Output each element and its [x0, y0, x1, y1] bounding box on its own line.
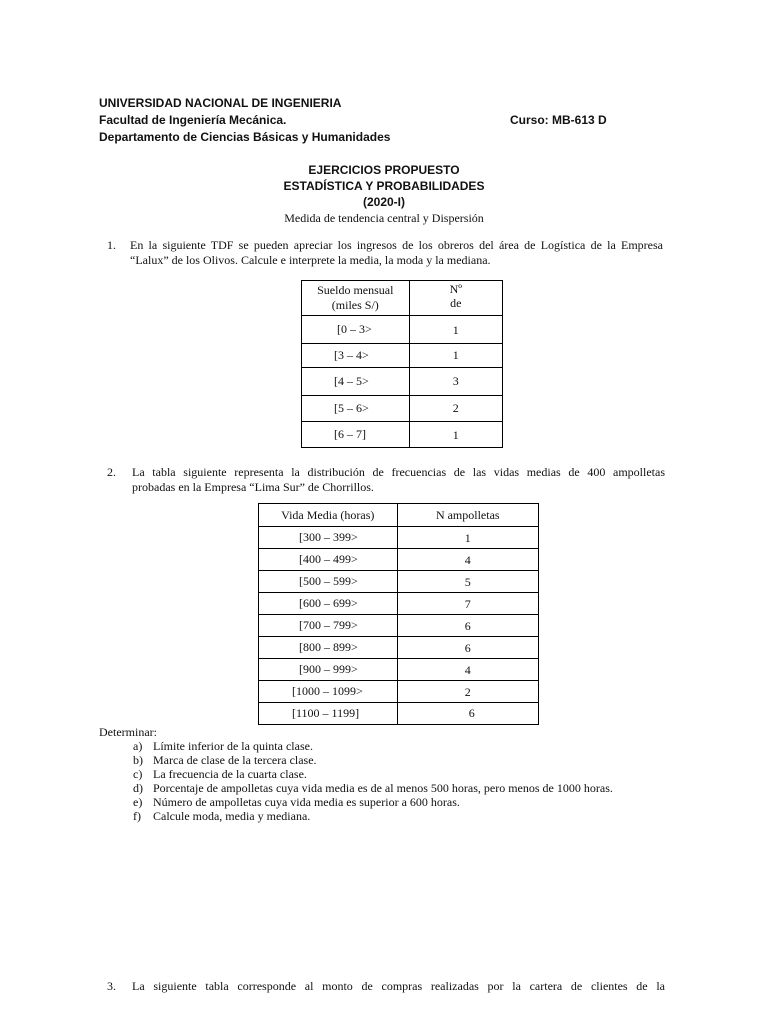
- list-item: b) Marca de clase de la tercera clase.: [133, 753, 317, 767]
- table-row: [259, 659, 539, 681]
- salary-count-cell: 1: [409, 316, 502, 344]
- table-row: [302, 422, 503, 448]
- lifetime-table-header-col2: N ampolletas: [397, 504, 538, 527]
- table-row: [259, 703, 539, 725]
- lifetime-interval-cell: [1100 – 1199]: [259, 703, 398, 725]
- lifetime-count-cell: 6: [397, 703, 538, 725]
- table-row: [302, 368, 503, 396]
- determine-label: Determinar:: [99, 725, 157, 739]
- lifetime-interval-cell: [900 – 999>: [259, 659, 398, 681]
- salary-count-cell: 1: [409, 422, 502, 448]
- table-row: [259, 571, 539, 593]
- exercise1-number: 1.: [107, 238, 116, 252]
- lifetime-count-cell: 7: [397, 593, 538, 615]
- salary-interval-cell: [5 – 6>: [302, 396, 410, 422]
- lifetime-count-cell: 4: [397, 659, 538, 681]
- doc-title-line2: ESTADÍSTICA Y PROBABILIDADES: [283, 179, 485, 193]
- exercise2-number: 2.: [107, 465, 116, 479]
- lifetime-interval-cell: [1000 – 1099>: [259, 681, 398, 703]
- department-name: Departamento de Ciencias Básicas y Humanidades: [99, 130, 391, 144]
- exercise1-text-line1: En la siguiente TDF se pueden apreciar los ingresos de los obreros del área de Logística de la Empresa: [130, 238, 663, 252]
- lifetime-count-cell: 1: [397, 527, 538, 549]
- lifetime-count-cell: 2: [397, 681, 538, 703]
- exercise1-text-line2: “Lalux” de los Olivos. Calcule e interprete la media, la moda y la mediana.: [130, 253, 491, 267]
- table-row: [302, 316, 503, 344]
- lifetime-interval-cell: [300 – 399>: [259, 527, 398, 549]
- header-n-line2: de: [450, 296, 462, 310]
- lifetime-interval-cell: [700 – 799>: [259, 615, 398, 637]
- doc-title-line3: (2020-I): [362, 195, 406, 209]
- salary-table: [301, 280, 503, 448]
- header-n-line1: Nº: [449, 282, 462, 296]
- header-sueldo-line1: Sueldo mensual: [317, 283, 394, 297]
- university-name: UNIVERSIDAD NACIONAL DE INGENIERIA: [99, 96, 342, 110]
- list-item: c) La frecuencia de la cuarta clase.: [133, 767, 307, 781]
- table-row: [259, 637, 539, 659]
- header-sueldo-line2: (miles S/): [331, 298, 379, 312]
- lifetime-table: [258, 503, 539, 725]
- exercise2-text-line2: probadas en la Empresa “Lima Sur” de Chorrillos.: [132, 480, 374, 494]
- list-item: f) Calcule moda, media y mediana.: [133, 809, 311, 823]
- lifetime-interval-cell: [600 – 699>: [259, 593, 398, 615]
- doc-title-line1: EJERCICIOS PROPUESTO: [308, 163, 460, 177]
- lifetime-interval-cell: [800 – 899>: [259, 637, 398, 659]
- salary-interval-cell: [3 – 4>: [302, 344, 410, 368]
- salary-interval-cell: [0 – 3>: [302, 316, 410, 344]
- salary-interval-cell: [6 – 7]: [302, 422, 410, 448]
- lifetime-count-cell: 6: [397, 637, 538, 659]
- salary-table-header-col1: [302, 281, 410, 316]
- exercise2-text-line1: La tabla siguiente representa la distribución de frecuencias de las vidas medias de 400 ampolletas: [132, 465, 665, 479]
- lifetime-count-cell: 6: [397, 615, 538, 637]
- salary-count-cell: 2: [409, 396, 502, 422]
- table-row: [259, 615, 539, 637]
- course-code: Curso: MB-613 D: [510, 113, 607, 127]
- faculty-name: Facultad de Ingeniería Mecánica.: [99, 113, 287, 127]
- table-row: [302, 344, 503, 368]
- table-row: [259, 681, 539, 703]
- salary-table-header-col2: [409, 281, 502, 316]
- table-row: [259, 593, 539, 615]
- list-item: e) Número de ampolletas cuya vida media es superior a 600 horas.: [133, 795, 460, 809]
- table-row: [259, 549, 539, 571]
- salary-count-cell: 3: [409, 368, 502, 396]
- lifetime-count-cell: 4: [397, 549, 538, 571]
- questions-list: [133, 739, 613, 823]
- lifetime-count-cell: 5: [397, 571, 538, 593]
- doc-subtitle: Medida de tendencia central y Dispersión: [284, 211, 484, 225]
- lifetime-table-header-col1: Vida Media (horas): [259, 504, 398, 527]
- list-item: d) Porcentaje de ampolletas cuya vida media es de al menos 500 horas, pero menos de 1000 horas.: [133, 781, 613, 795]
- exercise3-number: 3.: [107, 979, 116, 993]
- lifetime-interval-cell: [400 – 499>: [259, 549, 398, 571]
- lifetime-interval-cell: [500 – 599>: [259, 571, 398, 593]
- exercise3-text-line1: La siguiente tabla corresponde al monto de compras realizadas por la cartera de clientes de la: [132, 979, 665, 993]
- salary-count-cell: 1: [409, 344, 502, 368]
- salary-interval-cell: [4 – 5>: [302, 368, 410, 396]
- list-item: a) Límite inferior de la quinta clase.: [133, 739, 313, 753]
- table-row: [302, 396, 503, 422]
- table-row: [259, 527, 539, 549]
